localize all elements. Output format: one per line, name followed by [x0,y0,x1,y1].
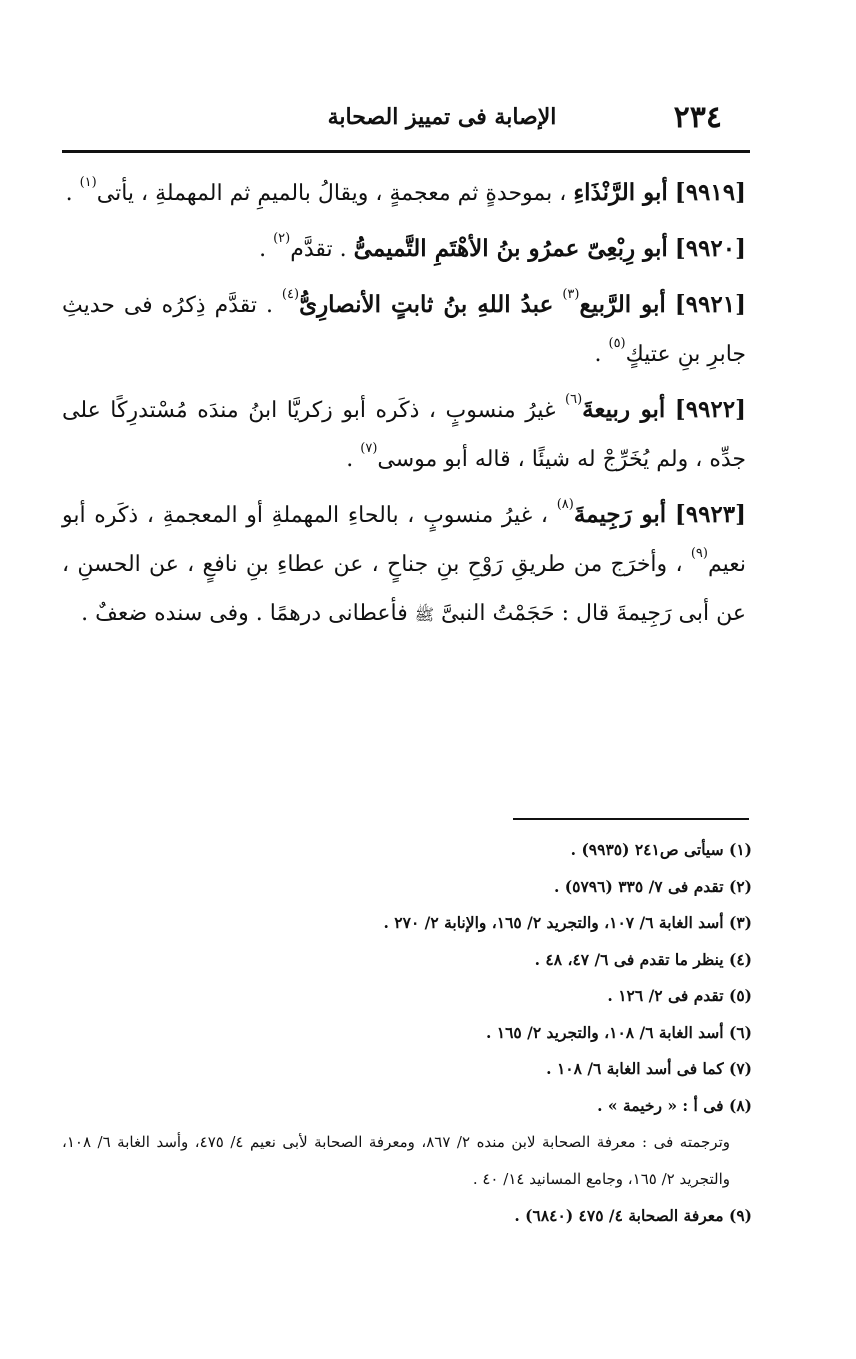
entry-9921 [62,280,746,379]
footnote-ref: (٨) [556,497,574,512]
footnote-rule [513,818,749,820]
footnote-8-continuation: وترجمته فى : معرفة الصحابة لابن منده ٢/ ٨٦٧، ومعرفة الصحابة لأبى نعيم ٤/ ٤٧٥، وأسد الغابة ٦/ ١٠٨، والتجريد ٢/ ١٦٥، وجامع المسانيد ١٤/ ٤٠ . [62,1133,731,1188]
header-rule [62,150,750,153]
footnote-7: (٧) كما فى أسد الغابة ٦/ ١٠٨ . [546,1059,752,1078]
entry-number: [٩٩٢١] [674,291,746,318]
entry-9922 [62,385,746,484]
entry-end: . [65,181,73,206]
running-title: الإصابة فى تمييز الصحابة [327,104,557,130]
entry-text: غيرُ منسوبٍ ، ذكَره أبو زكريَّا ابنُ مندَه مُسْتدرِكًا على جدِّه ، ولم يُخَرِّجْ له شيئًا ، قاله أبو موسى [62,398,746,472]
main-text [62,168,746,645]
honorific-symbol: ﷺ [414,605,435,624]
footnote-1: (١) سيأتى ص٢٤١ (٩٩٣٥) . [570,840,752,859]
entry-name: أبو الرَّبيع [579,291,666,318]
footnote-ref: (٣) [562,287,580,302]
entry-text: . تقدَّم [290,237,347,262]
entry-9920 [62,224,746,274]
footnote-ref: (١) [79,175,97,190]
footnote-9: (٩) معرفة الصحابة ٤/ ٤٧٥ (٦٨٤٠) . [514,1206,752,1225]
entry-9923 [62,490,746,639]
entry-full-name: عبدُ اللهِ بنُ ثابتٍ الأنصارِىُّ [299,291,554,318]
entry-text: ، غيرُ منسوبٍ ، بالحاءِ المهملةِ أو المعجمةِ ، ذكَره أبو نعيم [62,503,746,577]
entry-text: ، بموحدةٍ ثم معجمةٍ ، ويقالُ بالميمِ ثم المهملةِ ، يأتى [96,181,567,206]
entry-number: [٩٩٢٢] [674,396,746,423]
footnote-3: (٣) أسد الغابة ٦/ ١٠٧، والتجريد ٢/ ١٦٥، والإنابة ٢/ ٢٧٠ . [383,913,752,932]
entry-9919 [62,168,746,218]
footnote-ref: (٩) [690,546,708,561]
footnote-4: (٤) ينظر ما تقدم فى ٦/ ٤٧، ٤٨ . [534,949,752,969]
footnote-ref: (٤) [281,287,300,302]
entry-number: [٩٩٢٣] [674,501,747,528]
entry-text-continued: ، وأخرَج من طريقِ رَوْحِ بنِ جناحٍ ، عن عطاءِ بنِ نافعٍ ، عن الحسنِ ، عن أبى رَجِيمةَ قال : حَجَمْتُ النبىَّ [62,552,746,626]
entry-name: أبو رِبْعِىّ عمرُو بنُ الأهْتَمِ التَّميمىُّ [353,235,668,262]
footnotes [62,832,752,1235]
footnote-ref: (٦) [565,392,583,407]
entry-end: . [346,447,354,472]
footnote-ref: (٥) [608,336,626,351]
entry-name: أبو رَجِيمةَ [573,501,667,528]
footnote-8: (٨) فى أ : « رخيمة » . [597,1095,752,1115]
footnote-6: (٦) أسد الغابة ٦/ ١٠٨، والتجريد ٢/ ١٦٥ . [485,1022,752,1042]
page-number: ٢٣٤ [673,100,722,135]
entry-name: أبو الرَّنْذَاءِ [573,179,668,206]
footnote-ref: (٧) [360,441,378,456]
entry-name: أبو ربيعةَ [582,396,666,423]
entry-end: . [259,237,267,262]
footnote-ref: (٢) [273,231,291,246]
entry-text-final: فأعطانى درهمًا . وفى سنده ضعفٌ . [81,601,408,626]
footnote-2: (٢) تقدم فى ٧/ ٣٣٥ (٥٧٩٦) . [554,876,752,896]
entry-number: [٩٩٢٠] [674,235,746,262]
footnote-5: (٥) تقدم فى ٢/ ١٢٦ . [607,986,752,1005]
entry-end: . [594,342,602,367]
entry-text: . تقدَّم ذِكرُه فى حديثِ جابرِ بنِ عتيكٍ [62,293,746,367]
entry-number: [٩٩١٩] [674,179,746,206]
page-header [62,90,750,146]
